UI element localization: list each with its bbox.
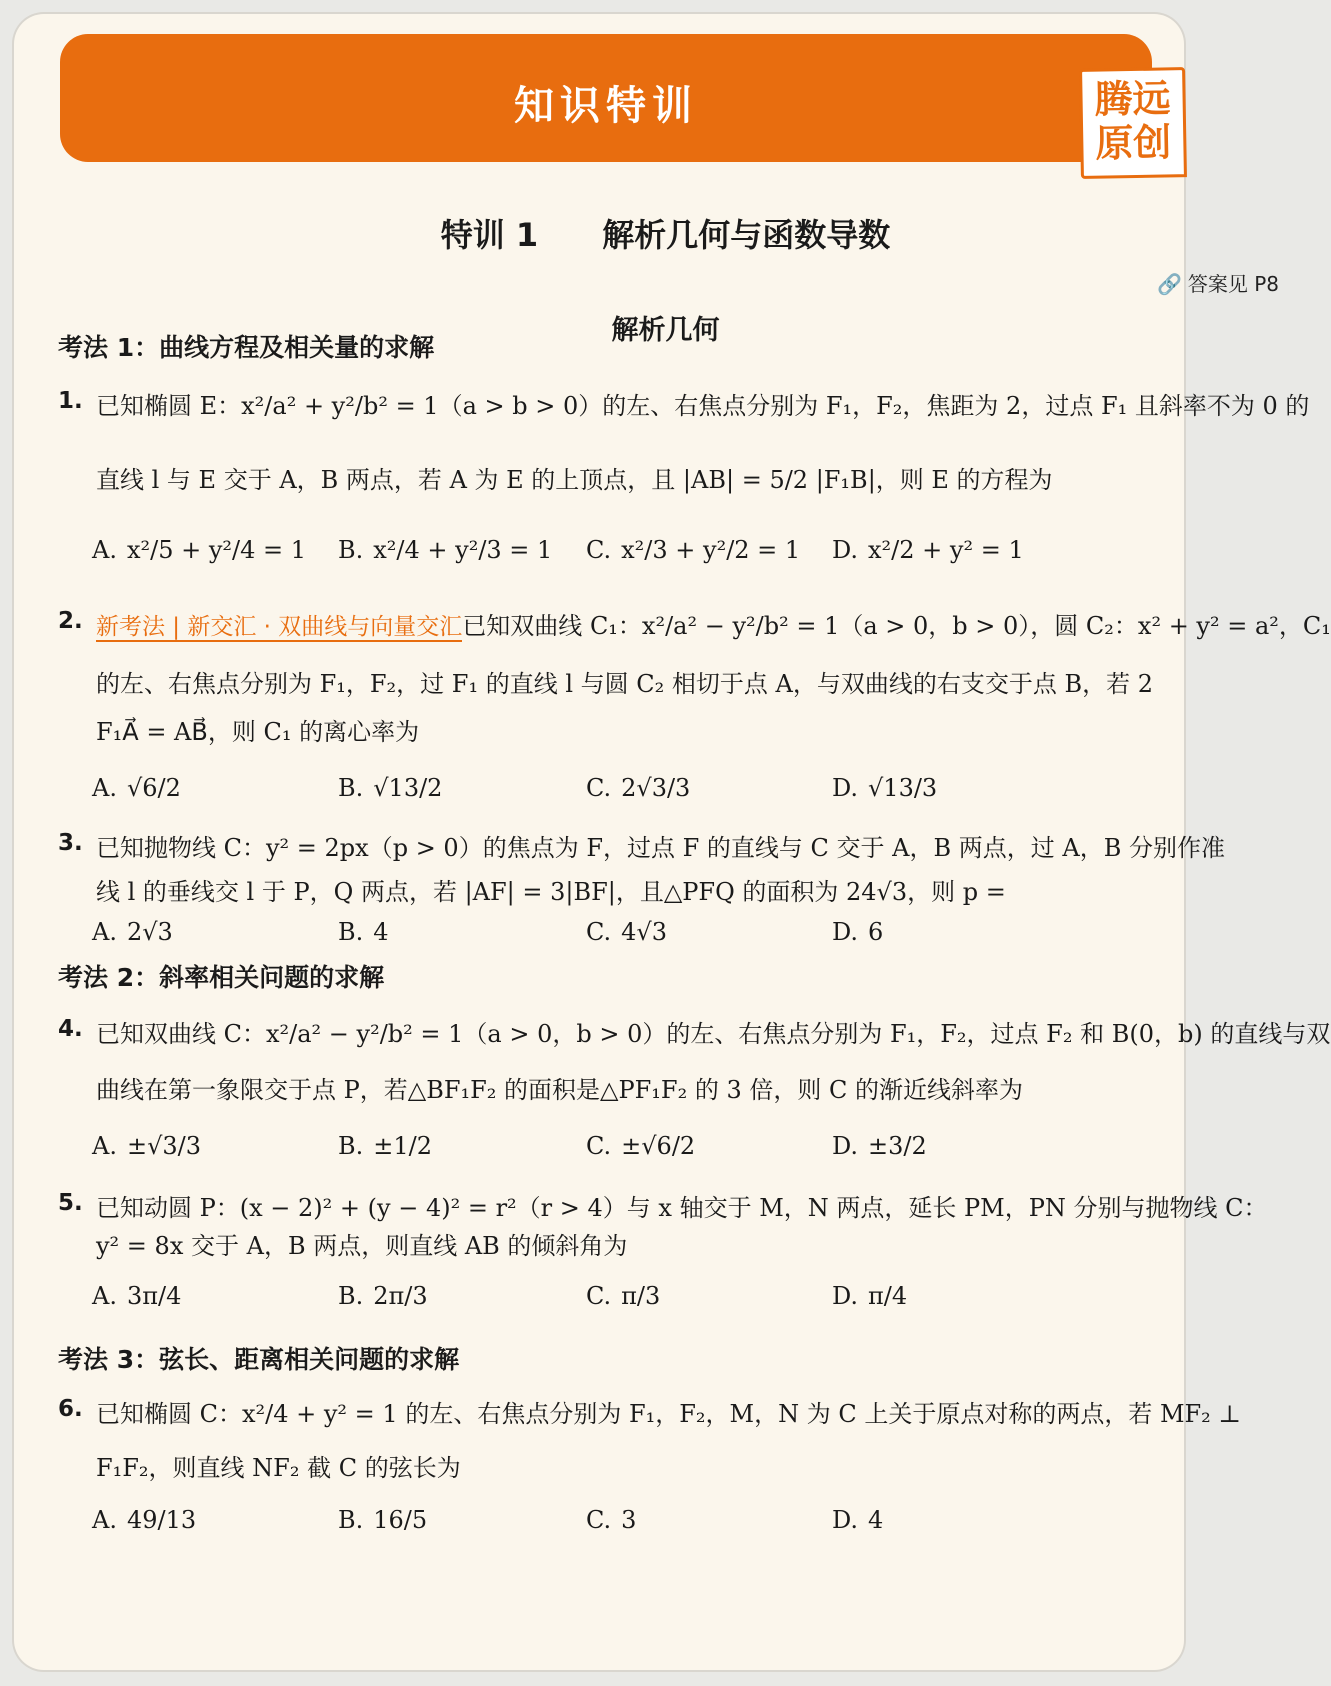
option-a[interactable]: A. 3π/4: [92, 1282, 182, 1310]
answer-reference-text: 答案见 P8: [1187, 272, 1279, 296]
question-number: 4.: [58, 1016, 83, 1042]
question-text: 已知椭圆 E：x²/a² + y²/b² = 1（a > b > 0）的左、右焦点分别为 F₁，F₂，焦距为 2，过点 F₁ 且斜率不为 0 的: [96, 392, 1310, 420]
option-d[interactable]: D. √13/3: [832, 774, 938, 802]
header-banner: [60, 34, 1172, 166]
option-a[interactable]: A. 49/13: [92, 1506, 197, 1534]
question-text: F₁F₂，则直线 NF₂ 截 C 的弦长为: [96, 1454, 461, 1482]
question-number: 1.: [58, 388, 83, 414]
option-b[interactable]: B. x²/4 + y²/3 = 1: [338, 536, 553, 564]
question-text: 已知抛物线 C：y² = 2px（p > 0）的焦点为 F，过点 F 的直线与 C 交于 A，B 两点，过 A，B 分别作准: [96, 834, 1225, 862]
logo-line-1: 腾远: [1094, 76, 1171, 122]
method-heading-3: 考法 3：弦长、距离相关问题的求解: [58, 1345, 460, 1374]
option-c[interactable]: C. 3: [586, 1506, 637, 1534]
option-d[interactable]: D. x²/2 + y² = 1: [832, 536, 1024, 564]
option-c[interactable]: C. π/3: [586, 1282, 661, 1310]
question-text: 已知椭圆 C：x²/4 + y² = 1 的左、右焦点分别为 F₁，F₂，M，N 为 C 上关于原点对称的两点，若 MF₂ ⊥: [96, 1400, 1241, 1428]
question-text: 的左、右焦点分别为 F₁，F₂，过 F₁ 的直线 l 与圆 C₂ 相切于点 A，与双曲线的右支交于点 B，若 2: [96, 670, 1154, 698]
question-text: 已知动圆 P：(x − 2)² + (y − 4)² = r²（r > 4）与 x 轴交于 M，N 两点，延长 PM，PN 分别与抛物线 C：: [96, 1194, 1268, 1222]
option-a[interactable]: A. 2√3: [92, 918, 173, 946]
option-a[interactable]: A. √6/2: [92, 774, 181, 802]
option-b[interactable]: B. √13/2: [338, 774, 443, 802]
question-text: 直线 l 与 E 交于 A，B 两点，若 A 为 E 的上顶点，且 |AB| = 5/2 |F₁B|，则 E 的方程为: [96, 466, 1053, 494]
option-d[interactable]: D. 6: [832, 918, 884, 946]
logo-line-2: 原创: [1094, 120, 1172, 166]
question-text: 曲线在第一象限交于点 P，若△BF₁F₂ 的面积是△PF₁F₂ 的 3 倍，则 C 的渐近线斜率为: [96, 1076, 1023, 1104]
method-heading-2: 考法 2：斜率相关问题的求解: [58, 963, 385, 992]
answer-reference[interactable]: [1157, 268, 1279, 297]
option-d[interactable]: D. 4: [832, 1506, 884, 1534]
option-b[interactable]: B. 2π/3: [338, 1282, 428, 1310]
question-number: 5.: [58, 1190, 83, 1216]
question-number: 6.: [58, 1396, 83, 1422]
option-a[interactable]: A. x²/5 + y²/4 = 1: [92, 536, 307, 564]
brand-logo: [1079, 67, 1187, 179]
question-number: 2.: [58, 608, 83, 634]
option-b[interactable]: B. ±1/2: [338, 1132, 432, 1160]
option-c[interactable]: C. 2√3/3: [586, 774, 691, 802]
page-title: 特训 1 解析几何与函数导数: [440, 216, 891, 254]
option-d[interactable]: D. ±3/2: [832, 1132, 927, 1160]
option-c[interactable]: C. 4√3: [586, 918, 667, 946]
option-b[interactable]: B. 16/5: [338, 1506, 428, 1534]
section-heading: 解析几何: [611, 315, 720, 346]
question-text: F₁A⃗ = AB⃗，则 C₁ 的离心率为: [96, 718, 420, 746]
banner-title: 知识特训: [514, 83, 698, 129]
question-tag: 新考法 | 新交汇 · 双曲线与向量交汇: [96, 614, 463, 640]
question-text: 线 l 的垂线交 l 于 P，Q 两点，若 |AF| = 3|BF|，且△PFQ 的面积为 24√3，则 p =: [96, 878, 1006, 906]
question-text: 已知双曲线 C：x²/a² − y²/b² = 1（a > 0，b > 0）的左、右焦点分别为 F₁，F₂，过点 F₂ 和 B(0，b) 的直线与双: [96, 1020, 1331, 1048]
question-number: 3.: [58, 830, 83, 856]
question-text: y² = 8x 交于 A，B 两点，则直线 AB 的倾斜角为: [96, 1232, 628, 1260]
option-c[interactable]: C. x²/3 + y²/2 = 1: [586, 536, 801, 564]
option-a[interactable]: A. ±√3/3: [92, 1132, 201, 1160]
option-c[interactable]: C. ±√6/2: [586, 1132, 696, 1160]
method-heading-1: 考法 1：曲线方程及相关量的求解: [58, 333, 435, 362]
question-text: 新考法 | 新交汇 · 双曲线与向量交汇已知双曲线 C₁：x²/a² − y²/b² = 1（a > 0，b > 0），圆 C₂：x² + y² = a²，C₁: [96, 612, 1331, 640]
option-b[interactable]: B. 4: [338, 918, 389, 946]
link-icon: 🔗: [1156, 272, 1182, 296]
option-d[interactable]: D. π/4: [832, 1282, 908, 1310]
